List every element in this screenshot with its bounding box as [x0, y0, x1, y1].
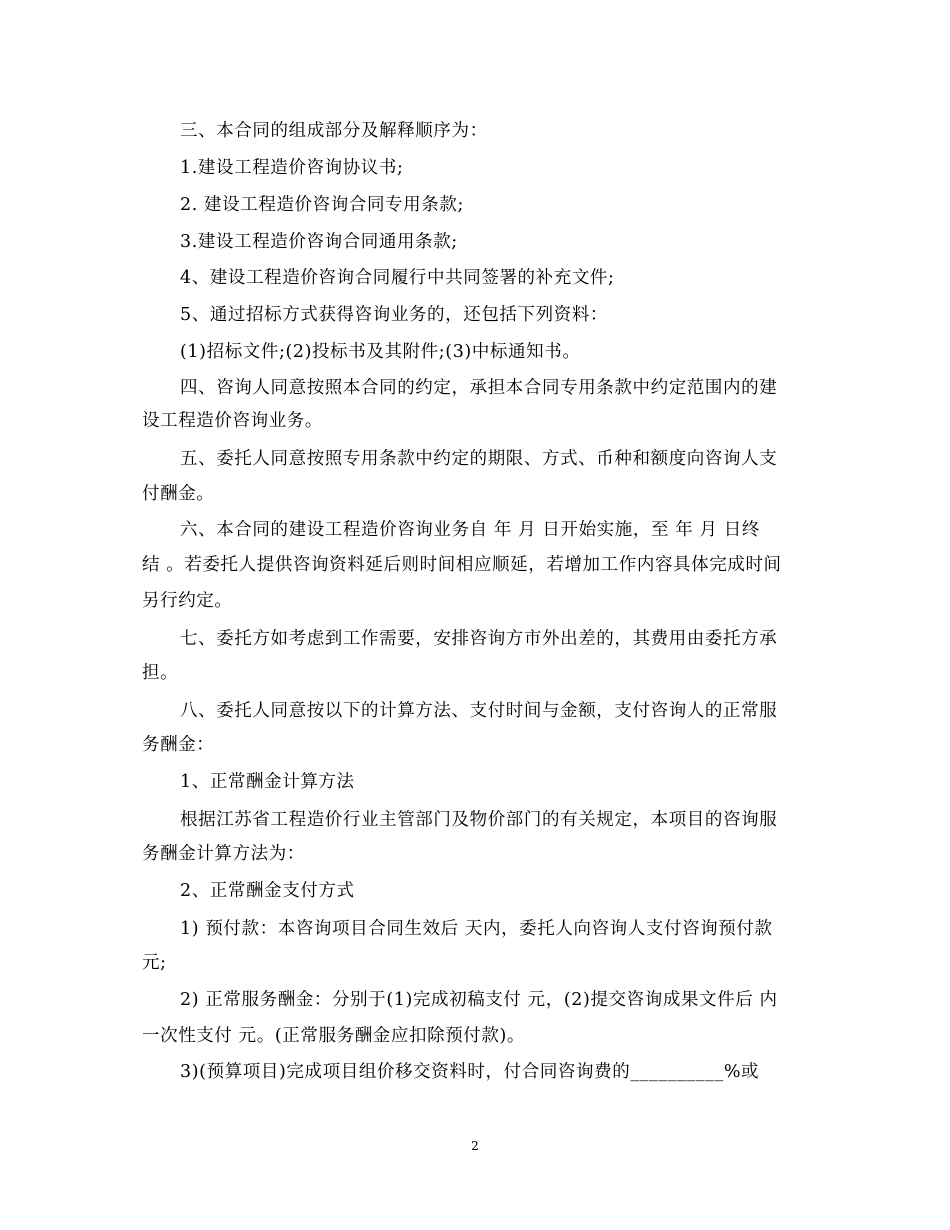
text-line: 担。 — [142, 663, 179, 683]
text-line: 4、建设工程造价咨询合同履行中共同签署的补充文件; — [180, 268, 615, 288]
text-line: 八、委托人同意按以下的计算方法、支付时间与金额，支付咨询人的正常服 — [180, 701, 778, 721]
text-line: 5、通过招标方式获得咨询业务的，还包括下列资料： — [180, 305, 609, 325]
text-line: 2) 正常服务酬金：分别于(1)完成初稿支付 元，(2)提交咨询成果文件后 内 — [180, 990, 778, 1010]
text-line: 1.建设工程造价咨询协议书; — [180, 158, 404, 178]
text-line: 根据江苏省工程造价行业主管部门及物价部门的有关规定，本项目的咨询服 — [180, 810, 778, 830]
text-line: 一次性支付 元。(正常服务酬金应扣除预付款)。 — [142, 1026, 526, 1046]
text-line: 六、本合同的建设工程造价咨询业务自 年 月 日开始实施，至 年 月 日终 — [180, 520, 760, 540]
text-line: 元; — [142, 953, 167, 973]
text-line: 结 。若委托人提供咨询资料延后则时间相应顺延，若增加工作内容具体完成时间 — [142, 555, 782, 575]
text-line: 1) 预付款：本咨询项目合同生效后 天内，委托人向咨询人支付咨询预付款 — [180, 919, 773, 939]
page-number: 2 — [471, 1139, 479, 1153]
text-line: 2、正常酬金支付方式 — [180, 881, 355, 901]
text-line: 另行约定。 — [142, 591, 233, 611]
text-line: (1)招标文件;(2)投标书及其附件;(3)中标通知书。 — [180, 342, 581, 362]
text-line: 3)(预算项目)完成项目组价移交资料时，付合同咨询费的__________%或 — [180, 1062, 760, 1082]
text-line: 2. 建设工程造价咨询合同专用条款; — [180, 195, 464, 215]
text-line: 四、咨询人同意按照本合同的约定，承担本合同专用条款中约定范围内的建 — [180, 378, 778, 398]
text-line: 七、委托方如考虑到工作需要，安排咨询方市外出差的，其费用由委托方承 — [180, 629, 778, 649]
text-line: 设工程造价咨询业务。 — [142, 411, 323, 431]
text-line: 3.建设工程造价咨询合同通用条款; — [180, 232, 458, 252]
text-line: 务酬金： — [142, 735, 215, 755]
text-line: 五、委托人同意按照专用条款中约定的期限、方式、币种和额度向咨询人支 — [180, 449, 778, 469]
text-line: 三、本合同的组成部分及解释顺序为： — [180, 121, 488, 141]
text-line: 付酬金。 — [142, 484, 215, 504]
text-line: 务酬金计算方法为： — [142, 844, 305, 864]
text-line: 1、正常酬金计算方法 — [180, 772, 355, 792]
